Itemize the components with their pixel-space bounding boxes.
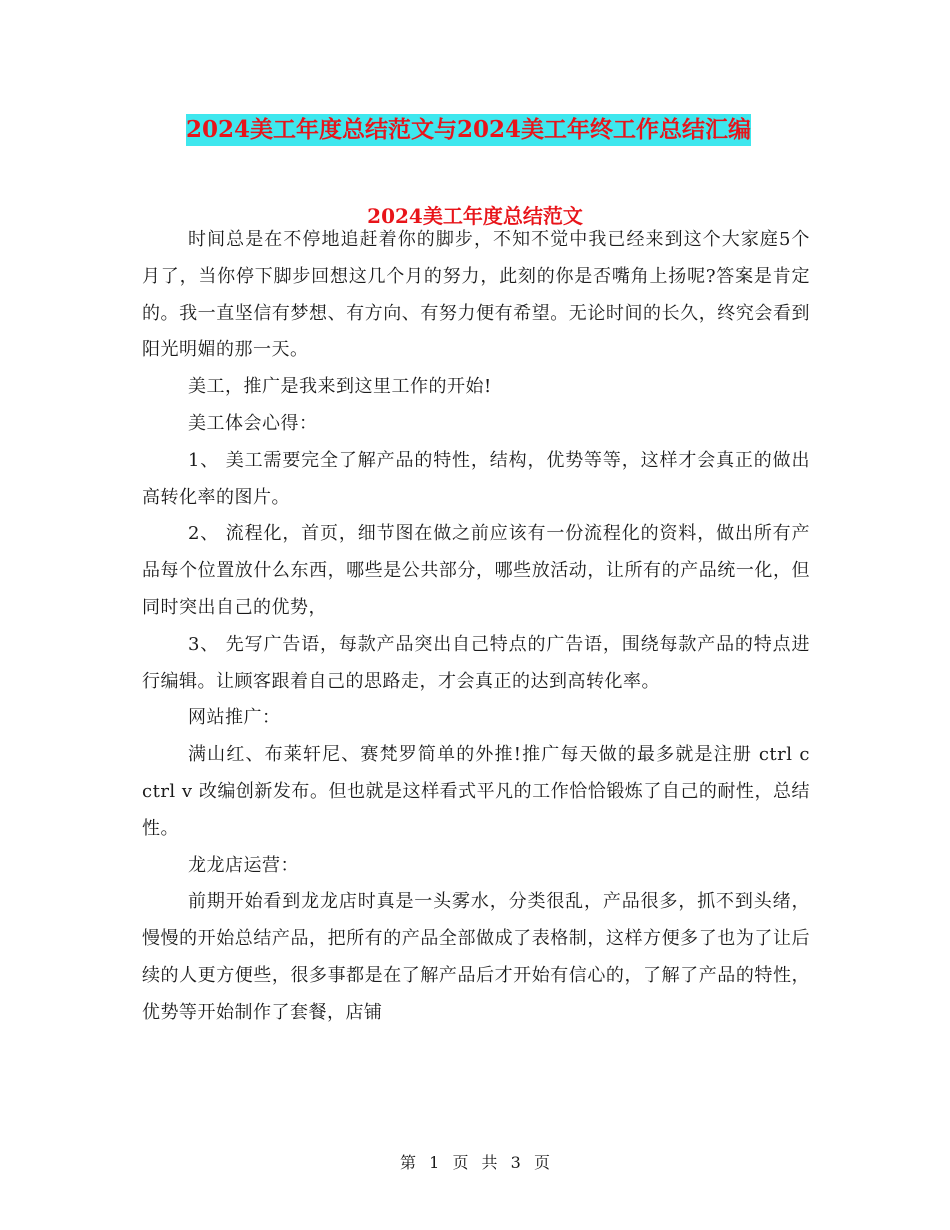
paragraph: 满山红、布莱轩尼、赛梵罗简单的外推!推广每天做的最多就是注册 ctrl c ctrl v 改编创新发布。但也就是这样看式平凡的工作恰恰锻炼了自己的耐性，总结性。 <box>142 744 810 839</box>
footer-total-word: 共 <box>481 1153 498 1172</box>
section-title: 2024美工年度总结范文 <box>367 204 583 228</box>
list-item: 3、 先写广告语，每款产品突出自己特点的广告语，围绕每款产品的特点进行编辑。让顾客跟着自己的思路走，才会真正的达到高转化率。 <box>142 633 810 692</box>
paragraph: 前期开始看到龙龙店时真是一头雾水，分类很乱，产品很多，抓不到头绪，慢慢的开始总结产品，把所有的产品全部做成了表格制，这样方便多了也为了让后续的人更方便些，很多事都是在了解产品后才开始有信心的，了解了产品的特性，优势等开始制作了套餐，店铺 <box>142 891 810 1023</box>
list-item: 2、 流程化，首页，细节图在做之前应该有一份流程化的资料，做出所有产品每个位置放什么东西，哪些是公共部分，哪些放活动，让所有的产品统一化，但同时突出自己的优势， <box>142 523 810 618</box>
document-body <box>142 222 810 1032</box>
document-title: 2024美工年度总结范文与2024美工年终工作总结汇编 <box>186 114 751 146</box>
paragraph: 龙龙店运营： <box>188 854 299 876</box>
footer-prefix: 第 <box>400 1153 417 1172</box>
paragraph: 时间总是在不停地追赶着你的脚步，不知不觉中我已经来到这个大家庭5个月了，当你停下脚步回想这几个月的努力，此刻的你是否嘴角上扬呢?答案是肯定的。我一直坚信有梦想、有方向、有努力便有希望。无论时间的长久，终究会看到阳光明媚的那一天。 <box>142 229 810 361</box>
page-footer <box>0 1152 950 1174</box>
paragraph: 网站推广： <box>188 707 281 729</box>
footer-page-word: 页 <box>452 1153 469 1172</box>
paragraph: 美工，推广是我来到这里工作的开始! <box>188 376 492 398</box>
paragraph: 美工体会心得： <box>188 412 318 434</box>
list-item: 1、 美工需要完全了解产品的特性，结构，优势等等，这样才会真正的做出高转化率的图片。 <box>142 449 810 508</box>
current-page-number: 1 <box>429 1153 440 1172</box>
total-page-count: 3 <box>510 1153 521 1172</box>
footer-suffix: 页 <box>533 1153 550 1172</box>
